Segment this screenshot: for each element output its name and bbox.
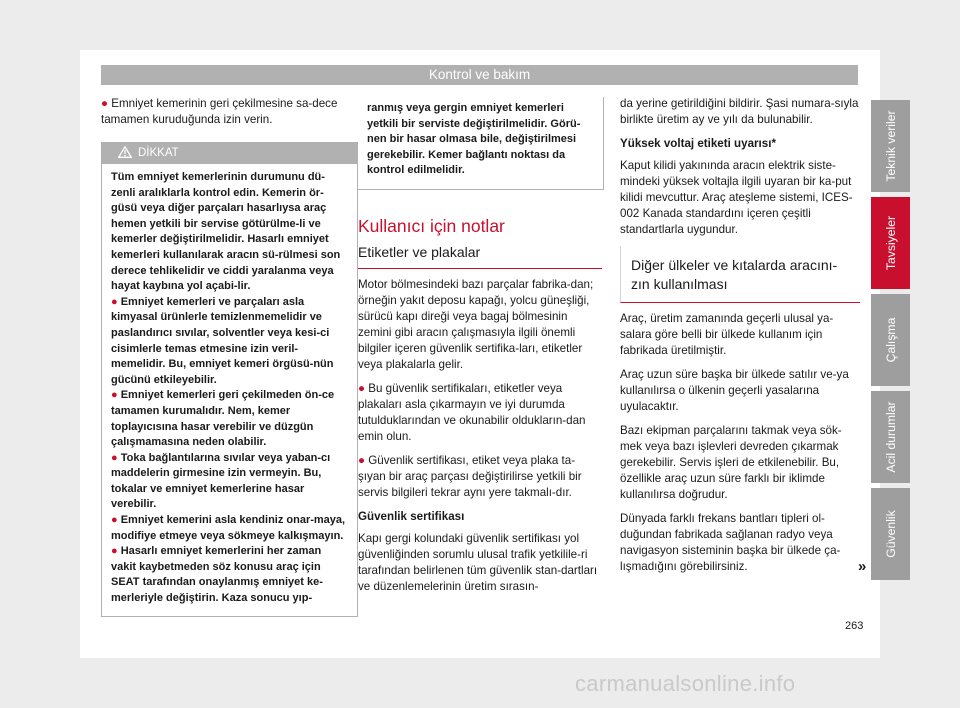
warning-continued-text: ranmış veya gergin emniyet kemerleri yetkili bir serviste değiştirilmelidir. Görü-nen bir hasar olmasa bile, değiştirilmesi gerekebilir. Kemer bağlantı noktası da kontrol edilmelidir. — [367, 102, 581, 177]
tab-operation[interactable] — [871, 294, 910, 386]
tab-label: Güvenlik — [883, 510, 898, 558]
tab-label: Tavsiyeler — [883, 215, 898, 271]
section-title: Kullanıcı için notlar — [358, 216, 505, 236]
paragraph: Dünyada farklı frekans bantları tipleri ol-duğundan fabrikada sağlanan radyo veya navigasyon sisteminin başka bir ülkede ça-lışmadığını görebilirsiniz. — [620, 512, 841, 573]
bullet-icon: ● — [111, 295, 118, 308]
bullet-icon: ● — [358, 382, 366, 395]
paragraph: Kapı gergi kolundaki güvenlik sertifikası yol güvenliğinden sorumlu ulusal trafik yetkilile-ri tarafından belirlenen tüm güvenlik stan-dartları ve düzenlemelerinin üretim sırasın- — [358, 532, 598, 593]
tab-label: Teknik veriler — [883, 110, 898, 182]
bullet-icon: ● — [111, 389, 118, 402]
page-number: 263 — [845, 620, 864, 632]
tab-recommendations[interactable] — [871, 197, 910, 289]
warning-item — [111, 451, 348, 513]
paragraph: Araç uzun süre başka bir ülkede satılır ve-ya kullanılırsa o ülkenin geçerli yasalarına uyulacaktır. — [620, 368, 849, 413]
tab-safety[interactable] — [871, 488, 910, 580]
column-1 — [101, 96, 347, 136]
paragraph: Motor bölmesindeki bazı parçalar fabrika-dan; örneğin yakıt deposu kapağı, yolcu güneşliği, sürücü kapı direği veya bagaj bölmesinin zemini gibi aracın çalışmasıyla ilgili önemli bilgiler içeren güvenlik sertifika-ları, etiketler veya plakalarla gelir. — [358, 278, 594, 371]
tab-technical-data[interactable] — [871, 100, 910, 192]
warning-item-text: Hasarlı emniyet kemerlerini her zaman vakit kaybetmeden söz konusu araç için SEAT tarafından onaylanmış emniyet ke-merleriyle değiştirin. Kaza sonucu yıp- — [111, 545, 323, 605]
tab-label: Acil durumlar — [883, 401, 898, 473]
subsection-title: Etiketler ve plakalar — [358, 243, 602, 269]
warning-header — [102, 142, 357, 164]
warning-triangle-icon — [118, 146, 132, 158]
warning-item — [111, 295, 348, 389]
bullet-icon: ● — [358, 454, 366, 467]
tab-label: Çalışma — [883, 317, 898, 363]
bullet-text: Bu güvenlik sertifikaları, etiketler veya plakaları asla çıkarmayın ve iyi durumda tutuldukları​ndan ve okunabilir oldukların-dan emin olun. — [358, 382, 586, 443]
continue-arrow-icon: » — [858, 558, 867, 575]
warning-box-continued — [357, 97, 604, 190]
watermark: carmanualsonline.info — [575, 671, 796, 696]
warning-item — [111, 544, 348, 606]
warning-item-text: Emniyet kemerleri ve parçaları asla kimyasal ürünlerle temizlenmemelidir ve paslandırıcı sıvılar, solventler veya kesi-ci cisimlerle temas etmesine izin veril-memelidir. Bu, emniyet kemeri örgüsü-nün gücünü etkileyebilir. — [111, 295, 334, 386]
warning-body — [102, 164, 357, 607]
paragraph: Araç, üretim zamanında geçerli ulusal ya-salara göre belli bir ülkede kullanım için fabrikada üretilmiştir. — [620, 312, 834, 357]
intro-text: Emniyet kemerinin geri çekilmesine sa-dece tamamen kuruduğunda izin verin. — [101, 97, 338, 126]
warning-item-text: Toka bağlantılarına sıvılar veya yaban-cı maddelerin girmesine izin vermeyin. Bu, tokalar ve emniyet kemerlerine hasar verebilir. — [111, 451, 331, 511]
bullet-icon: ● — [111, 514, 118, 527]
warning-box — [101, 142, 358, 617]
bullet-paragraph — [358, 381, 602, 445]
column-2 — [358, 215, 602, 603]
bullet-icon: ● — [111, 451, 118, 464]
paragraph: Bazı ekipman parçalarını takmak veya sök-mek veya bazı işlevleri devreden çıkarmak gerekebilir. Servis işleri de etkilenebilir. Bu, özellikle araç uzun süre farklı bir iklimde kullanılırsa doğrudur. — [620, 424, 842, 501]
warning-item-text: Emniyet kemerini asla kendiniz onar-maya, modifiye etmeye veya sökmeye kalkışmayın. — [111, 514, 346, 542]
page-header: Kontrol ve bakım — [101, 65, 858, 85]
warning-item: Tüm emniyet kemerlerinin durumunu dü-zenli aralıklarla kontrol edin. Kemerin ör-güsü veya diğer parçaları hasarlıysa araç hemen yetkili bir servise götürülme-li ve kemerler değiştirilmelidir. Hasarlı emniyet kemerleri kullanılarak aracın sü-rülmesi son derece tehlikelidir ve ciddi yaralanma veya hayat kaybına yol açabi-lir. — [111, 171, 341, 293]
paragraph: Kaput kilidi yakınında aracın elektrik siste-mindeki yüksek voltajla ilgili uyaran bir ka-put kilidi mevcuttur. Araç ateşleme sistemi, ICES-002 Kanada standardını içeren çeşitli standartlarla uygundur. — [620, 159, 853, 236]
bullet-paragraph — [358, 453, 602, 501]
intro-bullet — [101, 96, 347, 128]
warning-item — [111, 513, 348, 544]
subsection-title: Diğer ülkeler ve kıtalarda aracını-zın kullanılması — [620, 246, 860, 303]
heading-high-voltage: Yüksek voltaj etiketi uyarısı* — [620, 137, 776, 150]
bullet-icon: ● — [101, 97, 109, 110]
bullet-text: Güvenlik sertifikası, etiket veya plaka ta-şıyan bir araç parçası değiştirilirse yetkili bir servis bilgileri tekrar aynı yere takmalı-dır. — [358, 454, 582, 499]
heading-certificate: Güvenlik sertifikası — [358, 510, 465, 523]
warning-item-text: Emniyet kemerleri geri çekilmeden ön-ce tamamen kurumalıdır. Nem, kemer toplayıcısına hasar verebilir ve düzgün çalışmamasına neden olabilir. — [111, 389, 335, 449]
warning-label: DİKKAT — [138, 147, 179, 159]
warning-item — [111, 388, 348, 450]
paragraph: da yerine getirildiğini bildirir. Şasi numara-sıyla birlikte üretim ay ve yılı da bulunabilir. — [620, 97, 859, 126]
tab-emergencies[interactable] — [871, 391, 910, 483]
bullet-icon: ● — [111, 545, 118, 558]
column-3 — [620, 96, 860, 583]
